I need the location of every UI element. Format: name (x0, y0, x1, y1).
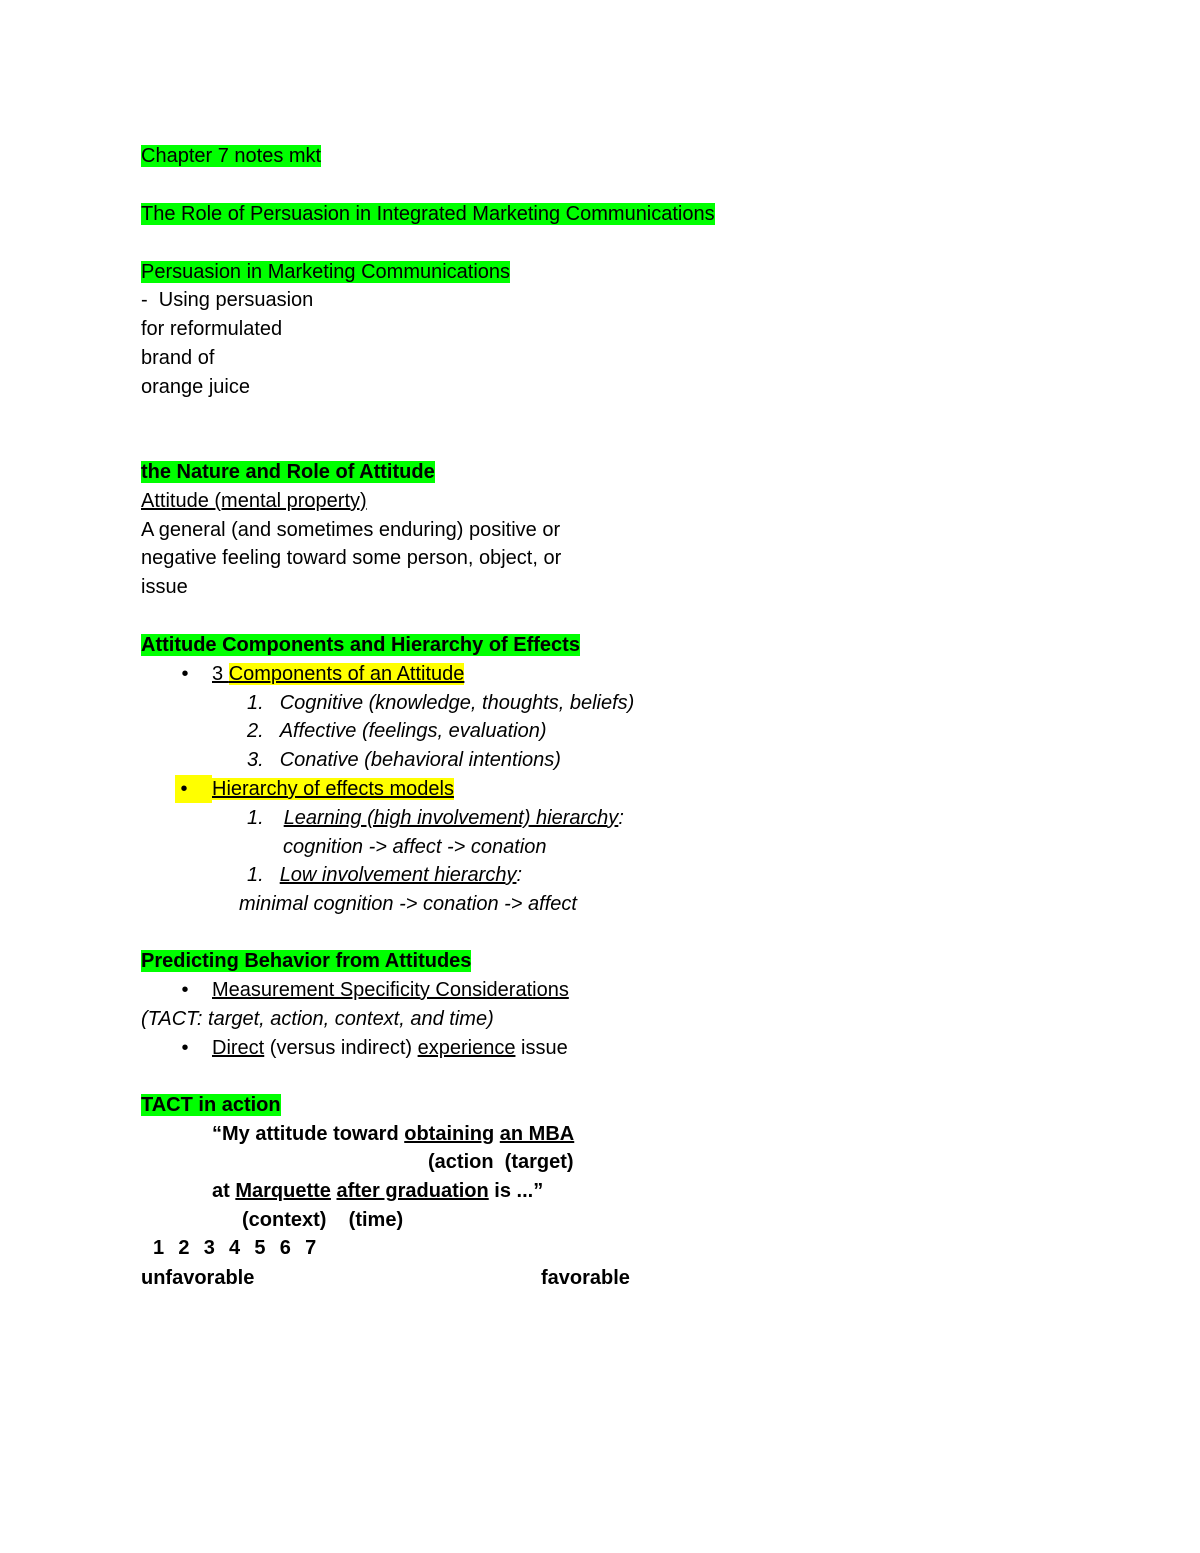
hierarchy-flow: cognition -> affect -> conation (283, 836, 547, 858)
attitude-definition-line: issue (141, 576, 188, 598)
tact-action-target-labels: (action (target) (428, 1151, 574, 1173)
bullet-dot: • (181, 1037, 189, 1059)
heading-predicting-behavior: Predicting Behavior from Attitudes (141, 950, 472, 972)
bullet-dot: • (175, 775, 212, 803)
tact-statement-line: at Marquette after graduation is ...” (212, 1180, 544, 1202)
heading-nature-of-attitude: the Nature and Role of Attitude (141, 461, 435, 483)
tact-statement-line: “My attitude toward obtaining an MBA (212, 1123, 575, 1145)
attitude-definition-line: A general (and sometimes enduring) positive or (141, 519, 561, 541)
scale-label-unfavorable: unfavorable (141, 1267, 255, 1289)
bullet-measurement: • Measurement Specificity Considerations (175, 976, 569, 1004)
hierarchy-item: 1. Learning (high involvement) hierarchy: (247, 807, 624, 829)
heading-persuasion-in-marketing: Persuasion in Marketing Communications (141, 261, 511, 283)
heading-tact-in-action: TACT in action (141, 1094, 281, 1116)
attitude-definition-line: negative feeling toward some person, object, or (141, 547, 562, 569)
scale-label-favorable: favorable (541, 1267, 630, 1289)
bullet-dot: • (181, 663, 189, 685)
persuasion-line: orange juice (141, 376, 250, 398)
bullet-components: • 3 Components of an Attitude (175, 660, 464, 688)
heading-attitude-components: Attitude Components and Hierarchy of Effects (141, 634, 580, 656)
bullet-dot: • (181, 979, 189, 1001)
persuasion-line: - Using persuasion (141, 289, 314, 311)
bullet-hierarchy: • Hierarchy of effects models (175, 775, 454, 803)
hierarchy-flow: minimal cognition -> conation -> affect (239, 893, 577, 915)
hierarchy-item: 1. Low involvement hierarchy: (247, 864, 523, 886)
heading-role-of-persuasion: The Role of Persuasion in Integrated Marketing Communications (141, 203, 715, 225)
rating-scale: 1 2 3 4 5 6 7 (153, 1237, 317, 1259)
persuasion-line: brand of (141, 347, 215, 369)
component-item: 1. Cognitive (knowledge, thoughts, beliefs) (247, 692, 635, 714)
component-item: 3. Conative (behavioral intentions) (247, 749, 561, 771)
component-item: 2. Affective (feelings, evaluation) (247, 720, 547, 742)
doc-title: Chapter 7 notes mkt (141, 145, 322, 167)
bullet-direct-experience: • Direct (versus indirect) experience issue (175, 1034, 568, 1062)
tact-note: (TACT: target, action, context, and time) (141, 1008, 494, 1030)
attitude-subheading: Attitude (mental property) (141, 490, 367, 512)
persuasion-line: for reformulated (141, 318, 283, 340)
tact-context-time-labels: (context) (time) (242, 1209, 404, 1231)
